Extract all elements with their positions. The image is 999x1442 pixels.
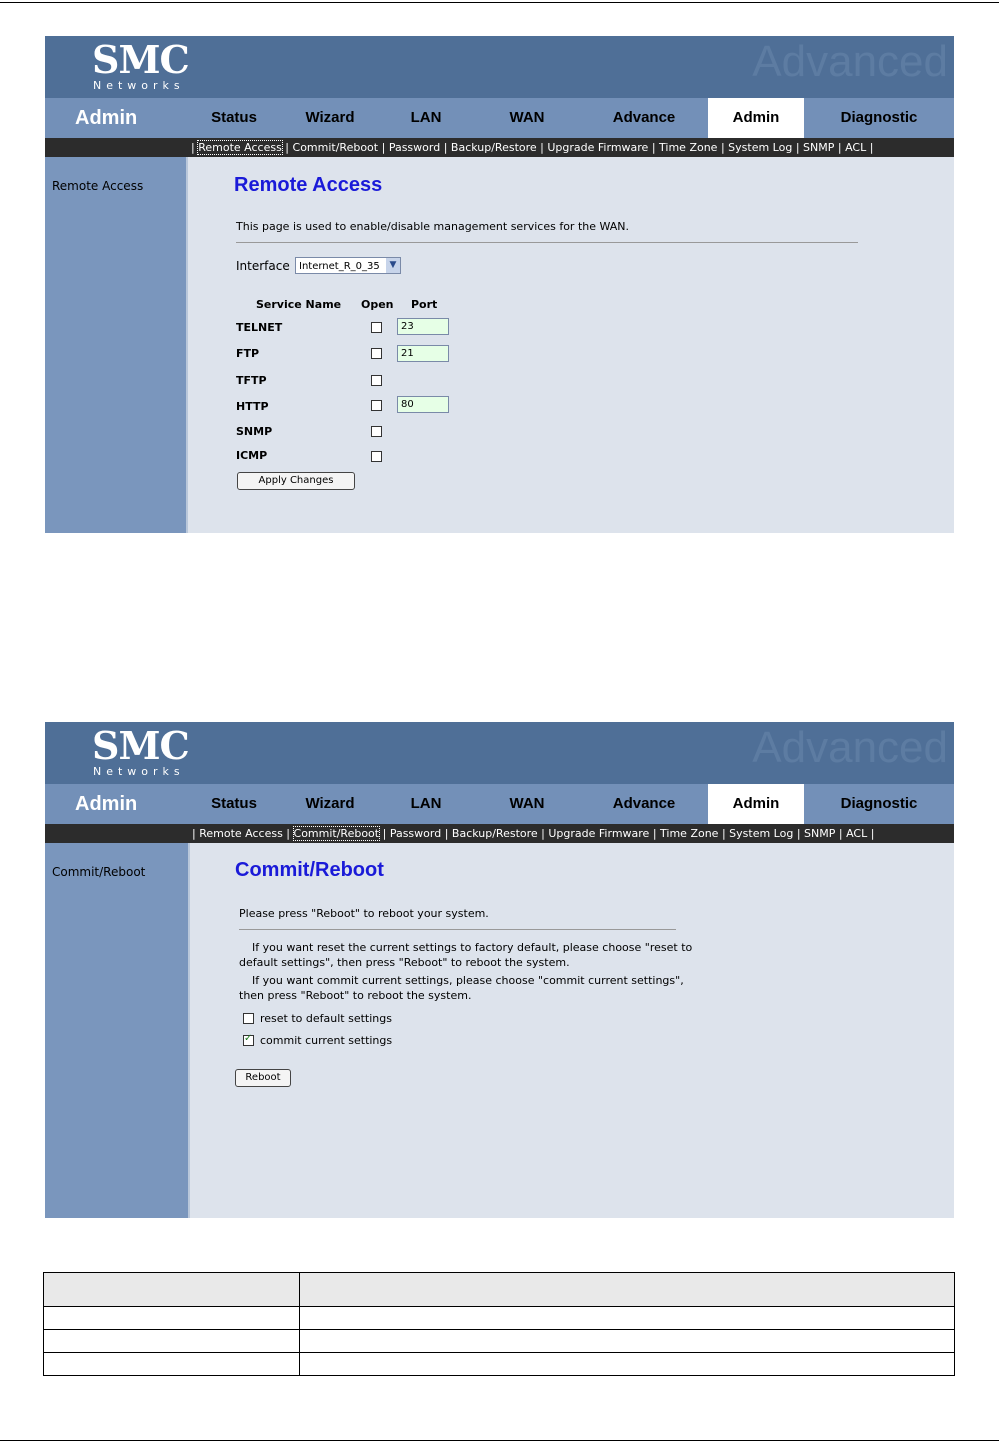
header-banner xyxy=(45,722,954,784)
tab-diagnostic[interactable]: Diagnostic xyxy=(840,109,918,126)
service-http-open-checkbox[interactable] xyxy=(371,400,382,411)
commit-reboot-screenshot xyxy=(45,722,954,1218)
page-top-rule xyxy=(0,2,999,3)
divider xyxy=(239,929,676,930)
table-cell xyxy=(300,1273,955,1307)
table-cell xyxy=(44,1353,300,1376)
service-tftp-label: TFTP xyxy=(236,374,267,387)
header-banner xyxy=(45,36,954,98)
table-cell xyxy=(300,1330,955,1353)
logo-subtext: Networks xyxy=(93,765,185,778)
interface-label: Interface xyxy=(236,259,290,273)
reboot-button[interactable]: Reboot xyxy=(235,1069,291,1087)
nav-section-title: Admin xyxy=(75,107,138,129)
subnav-links: | Remote Access | Commit/Reboot | Password | Backup/Restore | Upgrade Firmware | Time Zone | System Log | SNMP | ACL | xyxy=(191,141,874,154)
subnav-upgrade-firmware[interactable]: Upgrade Firmware xyxy=(547,141,649,154)
table-row xyxy=(44,1353,955,1376)
reset-default-label: reset to default settings xyxy=(260,1012,392,1025)
admin-subnav xyxy=(45,138,954,157)
tab-admin[interactable]: Admin xyxy=(708,98,804,138)
admin-subnav xyxy=(45,824,954,843)
subnav-password[interactable]: Password xyxy=(388,141,441,154)
logo-subtext: Networks xyxy=(93,79,185,92)
commit-current-label: commit current settings xyxy=(260,1034,393,1047)
tab-advance[interactable]: Advance xyxy=(612,109,676,126)
reset-instructions-line2: default settings", then press "Reboot" to reboot the system. xyxy=(239,956,570,969)
remote-access-screenshot xyxy=(45,36,954,533)
service-telnet-label: TELNET xyxy=(236,321,283,334)
service-http-label: HTTP xyxy=(236,400,269,413)
chevron-down-icon: ▼ xyxy=(386,258,400,273)
sidebar xyxy=(45,843,190,1218)
main-nav xyxy=(45,784,954,824)
advanced-watermark: Advanced xyxy=(752,37,948,86)
tab-lan[interactable]: LAN xyxy=(410,795,442,812)
col-service-name: Service Name xyxy=(256,298,342,311)
service-ftp-open-checkbox[interactable] xyxy=(371,348,382,359)
reset-default-checkbox[interactable] xyxy=(243,1013,254,1024)
subnav-snmp[interactable]: SNMP xyxy=(803,141,835,154)
divider xyxy=(236,242,858,243)
table-cell xyxy=(300,1353,955,1376)
subnav-system-log[interactable]: System Log xyxy=(728,141,793,154)
tab-wan[interactable]: WAN xyxy=(509,795,545,812)
nav-section-title: Admin xyxy=(75,793,138,815)
subnav-acl[interactable]: ACL xyxy=(845,141,867,154)
tab-wan[interactable]: WAN xyxy=(509,109,545,126)
interface-select-value: Internet_R_0_35 xyxy=(299,261,380,272)
table-row xyxy=(44,1307,955,1330)
logo-text: SMC xyxy=(92,37,189,82)
subnav-system-log[interactable]: System Log xyxy=(729,827,794,840)
tab-advance[interactable]: Advance xyxy=(612,795,676,812)
table-cell xyxy=(44,1307,300,1330)
sidebar xyxy=(45,157,188,533)
main-nav xyxy=(45,98,954,138)
page-title: Remote Access xyxy=(234,174,383,196)
subnav-password[interactable]: Password xyxy=(389,827,442,840)
tab-status[interactable]: Status xyxy=(211,109,257,126)
table-cell xyxy=(44,1273,300,1307)
service-ftp-label: FTP xyxy=(236,347,260,360)
table-cell xyxy=(300,1307,955,1330)
subnav-snmp[interactable]: SNMP xyxy=(804,827,836,840)
service-tftp-open-checkbox[interactable] xyxy=(371,375,382,386)
advanced-watermark: Advanced xyxy=(752,723,948,772)
smc-logo xyxy=(92,37,202,92)
page-bottom-rule xyxy=(0,1440,999,1441)
interface-select[interactable] xyxy=(295,257,401,274)
service-icmp-open-checkbox[interactable] xyxy=(371,451,382,462)
subnav-acl[interactable]: ACL xyxy=(846,827,868,840)
logo-text: SMC xyxy=(92,723,189,768)
service-snmp-label: SNMP xyxy=(236,425,273,438)
service-snmp-open-checkbox[interactable] xyxy=(371,426,382,437)
subnav-upgrade-firmware[interactable]: Upgrade Firmware xyxy=(548,827,650,840)
intro-text: Please press "Reboot" to reboot your system. xyxy=(239,907,489,920)
tab-diagnostic[interactable]: Diagnostic xyxy=(840,795,918,812)
table-cell xyxy=(44,1330,300,1353)
commit-instructions-line1: If you want commit current settings, please choose "commit current settings", xyxy=(252,974,684,987)
table-header-row xyxy=(44,1273,955,1307)
apply-changes-button[interactable]: Apply Changes xyxy=(237,472,355,490)
service-telnet-open-checkbox[interactable] xyxy=(371,322,382,333)
subnav-time-zone[interactable]: Time Zone xyxy=(660,827,719,840)
service-http-port-input[interactable]: 80 xyxy=(397,396,449,413)
table-row xyxy=(44,1330,955,1353)
subnav-links: | Remote Access | Commit/Reboot | Password | Backup/Restore | Upgrade Firmware | Time Zone | System Log | SNMP | ACL | xyxy=(192,827,875,840)
subnav-commit-reboot[interactable]: Commit/Reboot xyxy=(292,141,379,154)
subnav-backup-restore[interactable]: Backup/Restore xyxy=(451,827,538,840)
tab-status[interactable]: Status xyxy=(211,795,257,812)
reset-instructions-line1: If you want reset the current settings to factory default, please choose "reset to xyxy=(252,941,693,954)
subnav-time-zone[interactable]: Time Zone xyxy=(659,141,718,154)
subnav-backup-restore[interactable]: Backup/Restore xyxy=(450,141,537,154)
subnav-commit-reboot[interactable]: Commit/Reboot xyxy=(293,827,380,840)
tab-lan[interactable]: LAN xyxy=(410,109,442,126)
tab-wizard[interactable]: Wizard xyxy=(305,795,355,812)
commit-instructions-line2: then press "Reboot" to reboot the system. xyxy=(239,989,472,1002)
commit-current-checkbox[interactable] xyxy=(243,1035,254,1046)
smc-logo xyxy=(92,723,202,778)
service-icmp-label: ICMP xyxy=(236,449,268,462)
sidebar-item-remote-access[interactable]: Remote Access xyxy=(52,179,144,193)
col-port: Port xyxy=(411,298,438,311)
col-open: Open xyxy=(361,298,394,311)
description-table xyxy=(43,1272,955,1376)
tab-wizard[interactable]: Wizard xyxy=(305,109,355,126)
page-description: This page is used to enable/disable management services for the WAN. xyxy=(236,220,630,233)
page-title: Commit/Reboot xyxy=(235,859,384,881)
subnav-remote-access[interactable]: Remote Access xyxy=(198,141,282,154)
tab-admin[interactable]: Admin xyxy=(708,784,804,824)
sidebar-item-commit-reboot[interactable]: Commit/Reboot xyxy=(52,865,146,879)
service-ftp-port-input[interactable]: 21 xyxy=(397,345,449,362)
subnav-remote-access[interactable]: Remote Access xyxy=(199,827,283,840)
service-telnet-port-input[interactable]: 23 xyxy=(397,318,449,335)
